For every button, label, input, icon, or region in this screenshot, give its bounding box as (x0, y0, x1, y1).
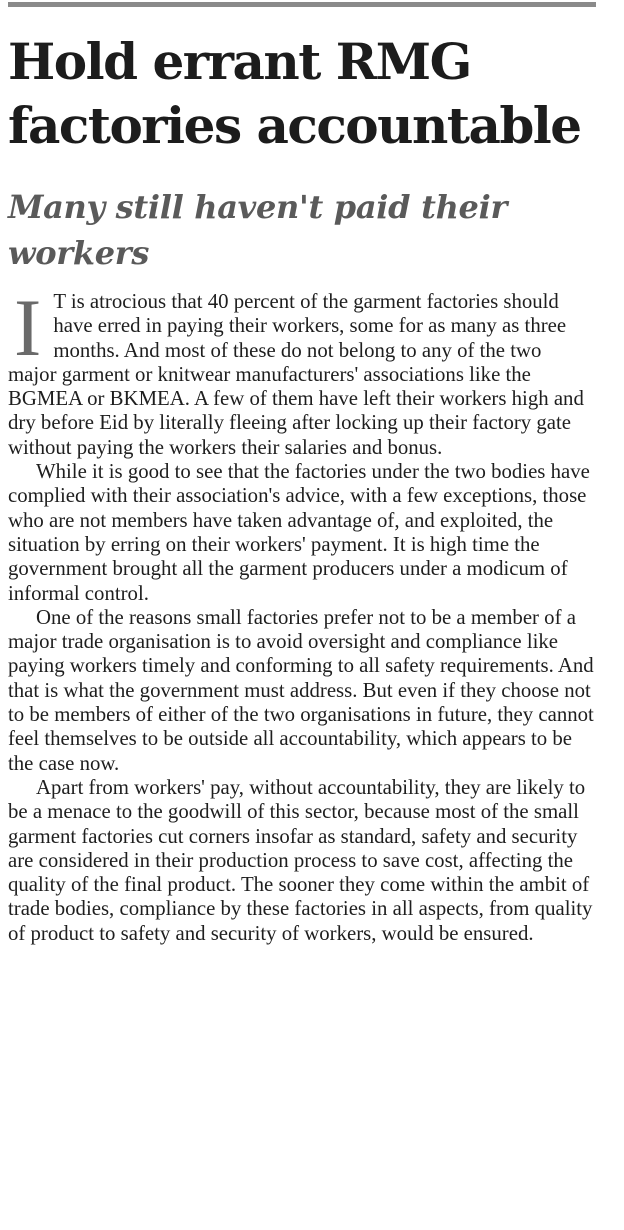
paragraph-2: While it is good to see that the factories under the two bodies have complied with their association's advice, with a few exceptions, those who are not members have taken advantage of, and exploited, the situation by erring on their workers' payment. It is high time the government brought all the garment producers under a modicum of informal control. (8, 460, 590, 605)
headline: Hold errant RMG factories accountable (8, 32, 581, 155)
article-body (8, 282, 594, 946)
top-rule (8, 2, 596, 7)
paragraph-1 (8, 282, 594, 460)
paragraph-4: Apart from workers' pay, without accountability, they are likely to be a menace to the goodwill of this sector, because most of the small garment factories cut corners insofar as standard, safety and security are considered in their production process to save cost, affecting the quality of the final product. The sooner they come within the ambit of trade bodies, compliance by these factories in all aspects, from quality of product to safety and security of workers, would be ensured. (8, 775, 593, 945)
paragraph-1-text: T is atrocious that 40 percent of the garment factories should have erred in paying their workers, some for as many as three months. And most of these do not belong to any of the two major garment or knitwear manufacturers' associations like the BGMEA or BKMEA. A few of them have left their workers high and dry before Eid by literally fleeing after locking up their factory gate without paying the workers their salaries and bonus. (8, 290, 584, 459)
drop-cap: I (14, 282, 42, 373)
paragraph-3: One of the reasons small factories prefer not to be a member of a major trade organisation is to avoid oversight and compliance like paying workers timely and conforming to all safety requirements. And that is what the government must address. But even if they choose not to be members of either of the two organisations in future, they cannot feel themselves to be outside all accountability, which appears to be the case now. (8, 605, 594, 775)
subheadline: Many still haven't paid their workers (8, 188, 508, 272)
